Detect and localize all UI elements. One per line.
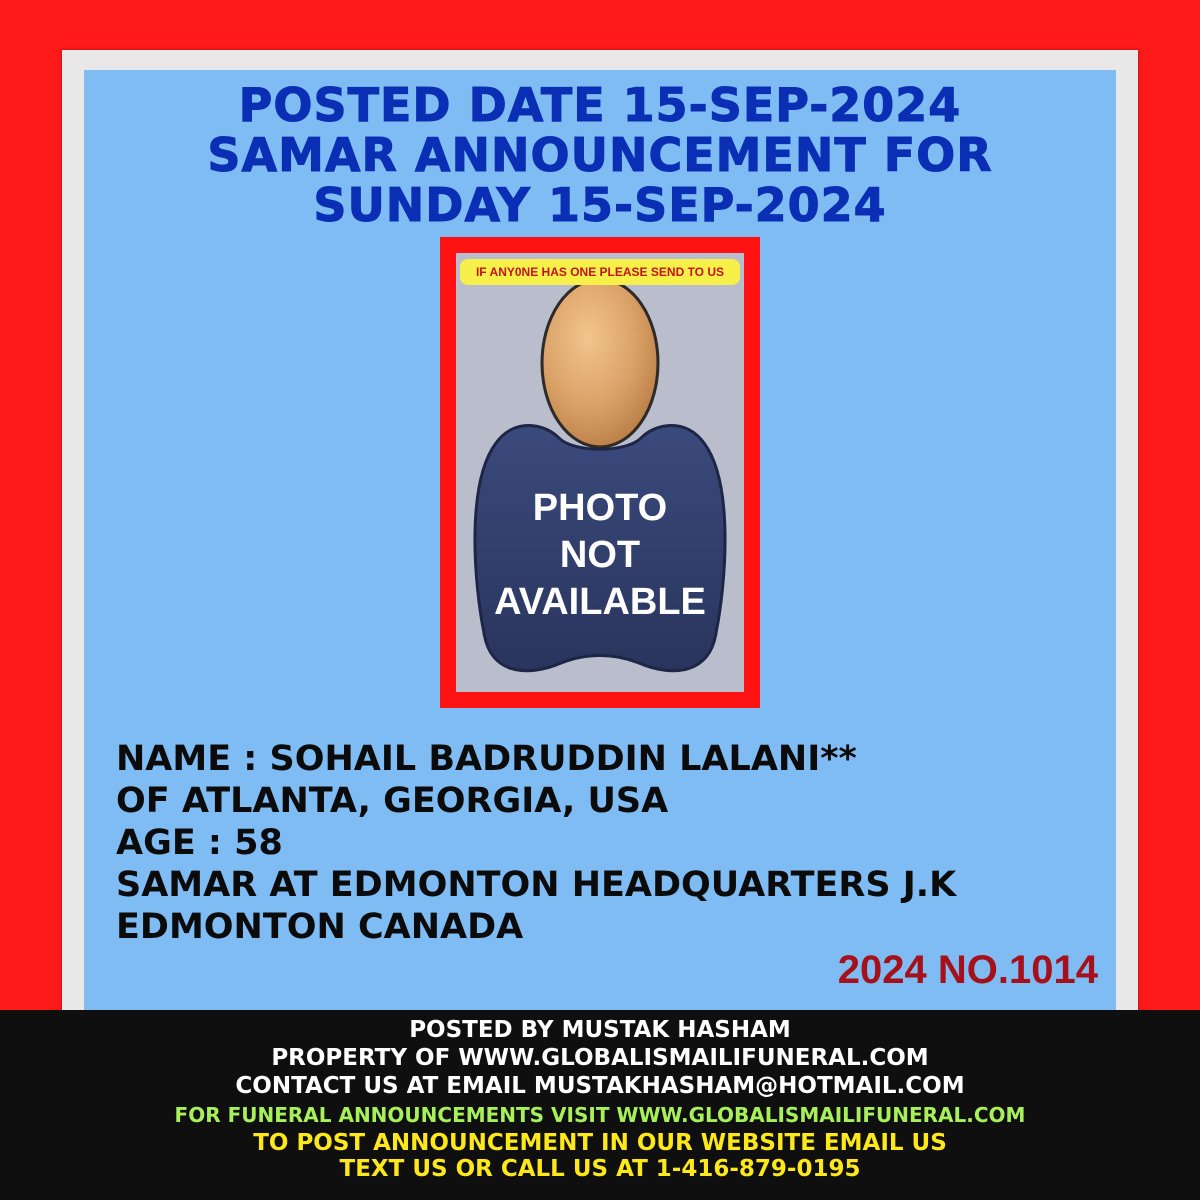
photo-not-available-label: [456, 485, 744, 626]
deceased-location: OF ATLANTA, GEORGIA, USA: [116, 781, 669, 821]
photo-label-line-1: PHOTO: [532, 487, 668, 529]
footer-phone: TEXT US OR CALL US AT 1-416-879-0195: [339, 1156, 861, 1182]
samar-city: EDMONTON CANADA: [116, 907, 524, 947]
samar-place: SAMAR AT EDMONTON HEADQUARTERS J.K: [116, 865, 957, 905]
photo-inner: [456, 253, 744, 692]
announcement-panel: [84, 70, 1116, 1010]
photo-label-line-2: NOT: [559, 534, 641, 576]
posted-date: POSTED DATE 15-SEP-2024: [238, 78, 962, 132]
footer-visit: FOR FUNERAL ANNOUNCEMENTS VISIT WWW.GLOBALISMAILIFUNERAL.COM: [174, 1103, 1026, 1127]
footer-property: PROPERTY OF WWW.GLOBALISMAILIFUNERAL.COM: [271, 1045, 929, 1071]
announcement-header: [84, 80, 1116, 230]
record-number: 2024 NO.1014: [837, 948, 1098, 992]
footer-post-info: TO POST ANNOUNCEMENT IN OUR WEBSITE EMAIL US: [253, 1130, 947, 1156]
deceased-age: AGE : 58: [116, 823, 283, 863]
footer-posted-by: POSTED BY MUSTAK HASHAM: [409, 1017, 791, 1043]
footer-contact: CONTACT US AT EMAIL MUSTAKHASHAM@HOTMAIL.COM: [235, 1073, 965, 1099]
deceased-name: NAME : SOHAIL BADRUDDIN LALANI**: [116, 739, 857, 779]
photo-label-line-3: AVAILABLE: [494, 581, 706, 623]
announcement-title: SAMAR ANNOUNCEMENT FOR: [207, 128, 993, 182]
footer-banner: [0, 1010, 1200, 1200]
deceased-details: [116, 738, 956, 948]
samar-date: SUNDAY 15-SEP-2024: [313, 178, 887, 232]
photo-request-note: IF ANY0NE HAS ONE PLEASE SEND TO US: [460, 259, 740, 285]
person-silhouette-icon: [456, 253, 744, 692]
photo-placeholder: [440, 237, 760, 708]
